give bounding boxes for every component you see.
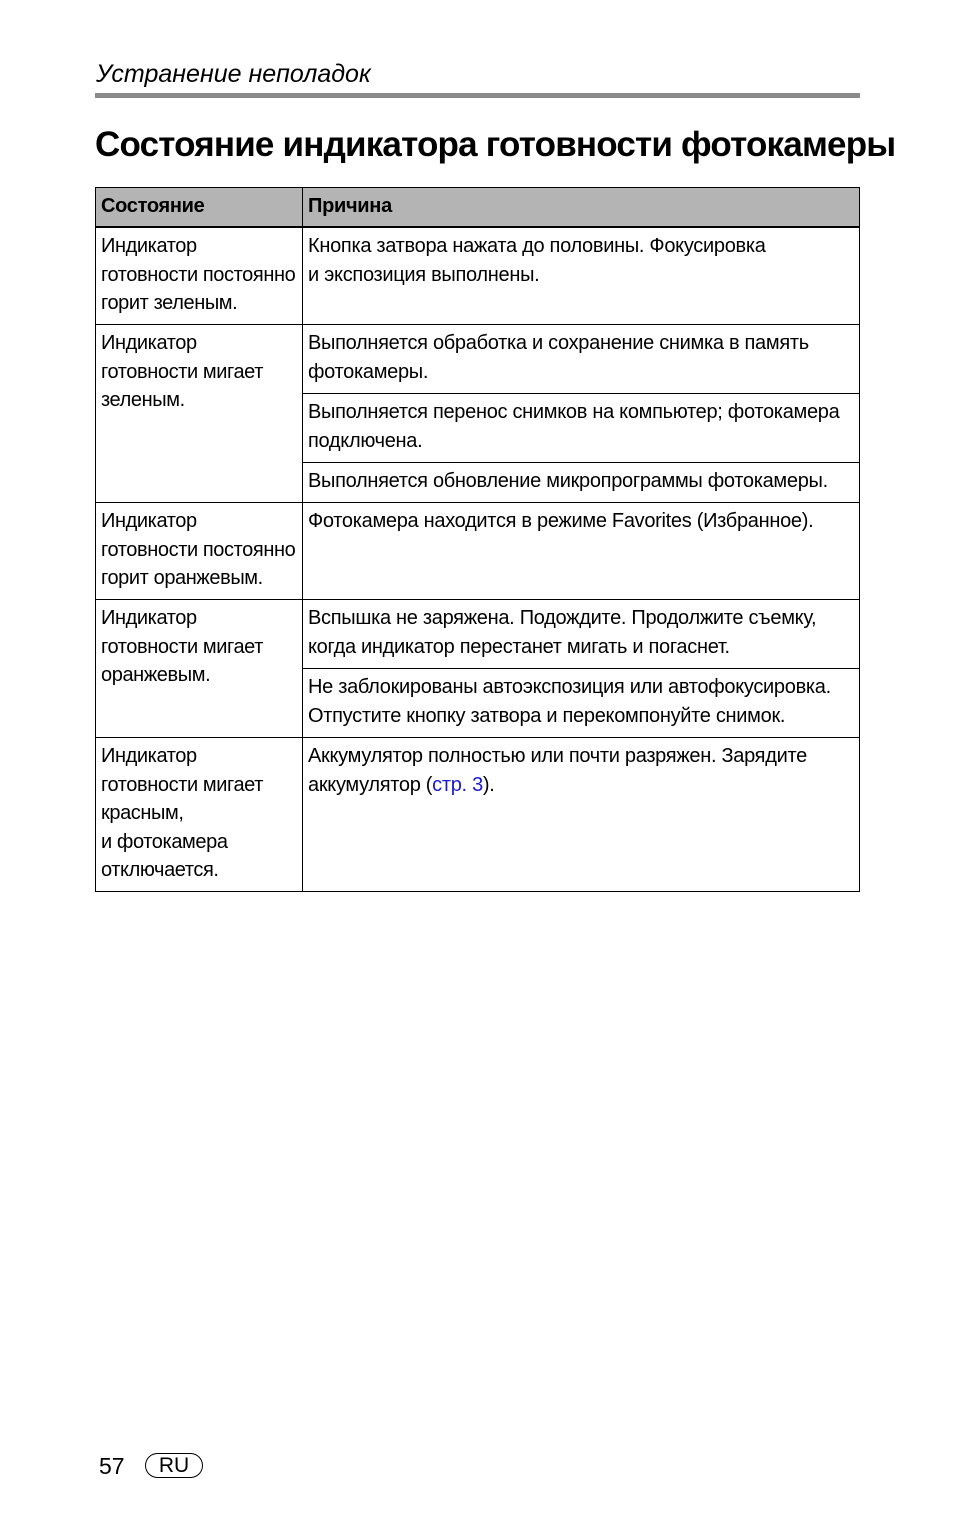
table-row	[96, 738, 860, 892]
table-row	[96, 227, 860, 325]
state-cell: Индикатор готовности постоянно горит зеленым.	[96, 227, 303, 325]
state-cell: Индикатор готовности мигает оранжевым.	[96, 600, 303, 738]
state-cell: Индикатор готовности мигает зеленым.	[96, 325, 303, 503]
cause-cell	[303, 738, 860, 892]
page-number: 57	[99, 1453, 125, 1479]
cause-cell: Выполняется перенос снимков на компьютер; фотокамера подключена.	[303, 394, 860, 463]
table-row	[96, 325, 860, 394]
header-rule	[95, 93, 860, 98]
cause-cell: Выполняется обработка и сохранение снимка в память фотокамеры.	[303, 325, 860, 394]
cause-text-end: ).	[482, 773, 495, 796]
column-header-state: Состояние	[96, 188, 303, 228]
cause-cell: Вспышка не заряжена. Подождите. Продолжите съемку, когда индикатор перестанет мигать и погаснет.	[303, 600, 860, 669]
page-reference-link[interactable]: стр. 3	[432, 773, 483, 796]
cause-cell: Фотокамера находится в режиме Favorites (Избранное).	[303, 503, 860, 600]
table-row	[96, 600, 860, 669]
table-header-row	[96, 188, 860, 228]
state-cell: Индикатор готовности постоянно горит оранжевым.	[96, 503, 303, 600]
cause-cell: Кнопка затвора нажата до половины. Фокусировка и экспозиция выполнены.	[303, 227, 860, 325]
status-table	[95, 187, 860, 892]
table-row	[96, 503, 860, 600]
cause-text: Аккумулятор полностью или почти разряжен. Зарядите аккумулятор (	[308, 745, 807, 796]
language-badge: RU	[145, 1453, 203, 1478]
column-header-cause: Причина	[303, 188, 860, 228]
page-title: Состояние индикатора готовности фотокамеры	[95, 125, 896, 164]
state-cell: Индикатор готовности мигает красным, и фотокамера отключается.	[96, 738, 303, 892]
cause-cell: Выполняется обновление микропрограммы фотокамеры.	[303, 463, 860, 503]
cause-cell: Не заблокированы автоэкспозиция или автофокусировка. Отпустите кнопку затвора и перекомпонуйте снимок.	[303, 669, 860, 738]
running-header-title: Устранение неполадок	[96, 60, 371, 88]
